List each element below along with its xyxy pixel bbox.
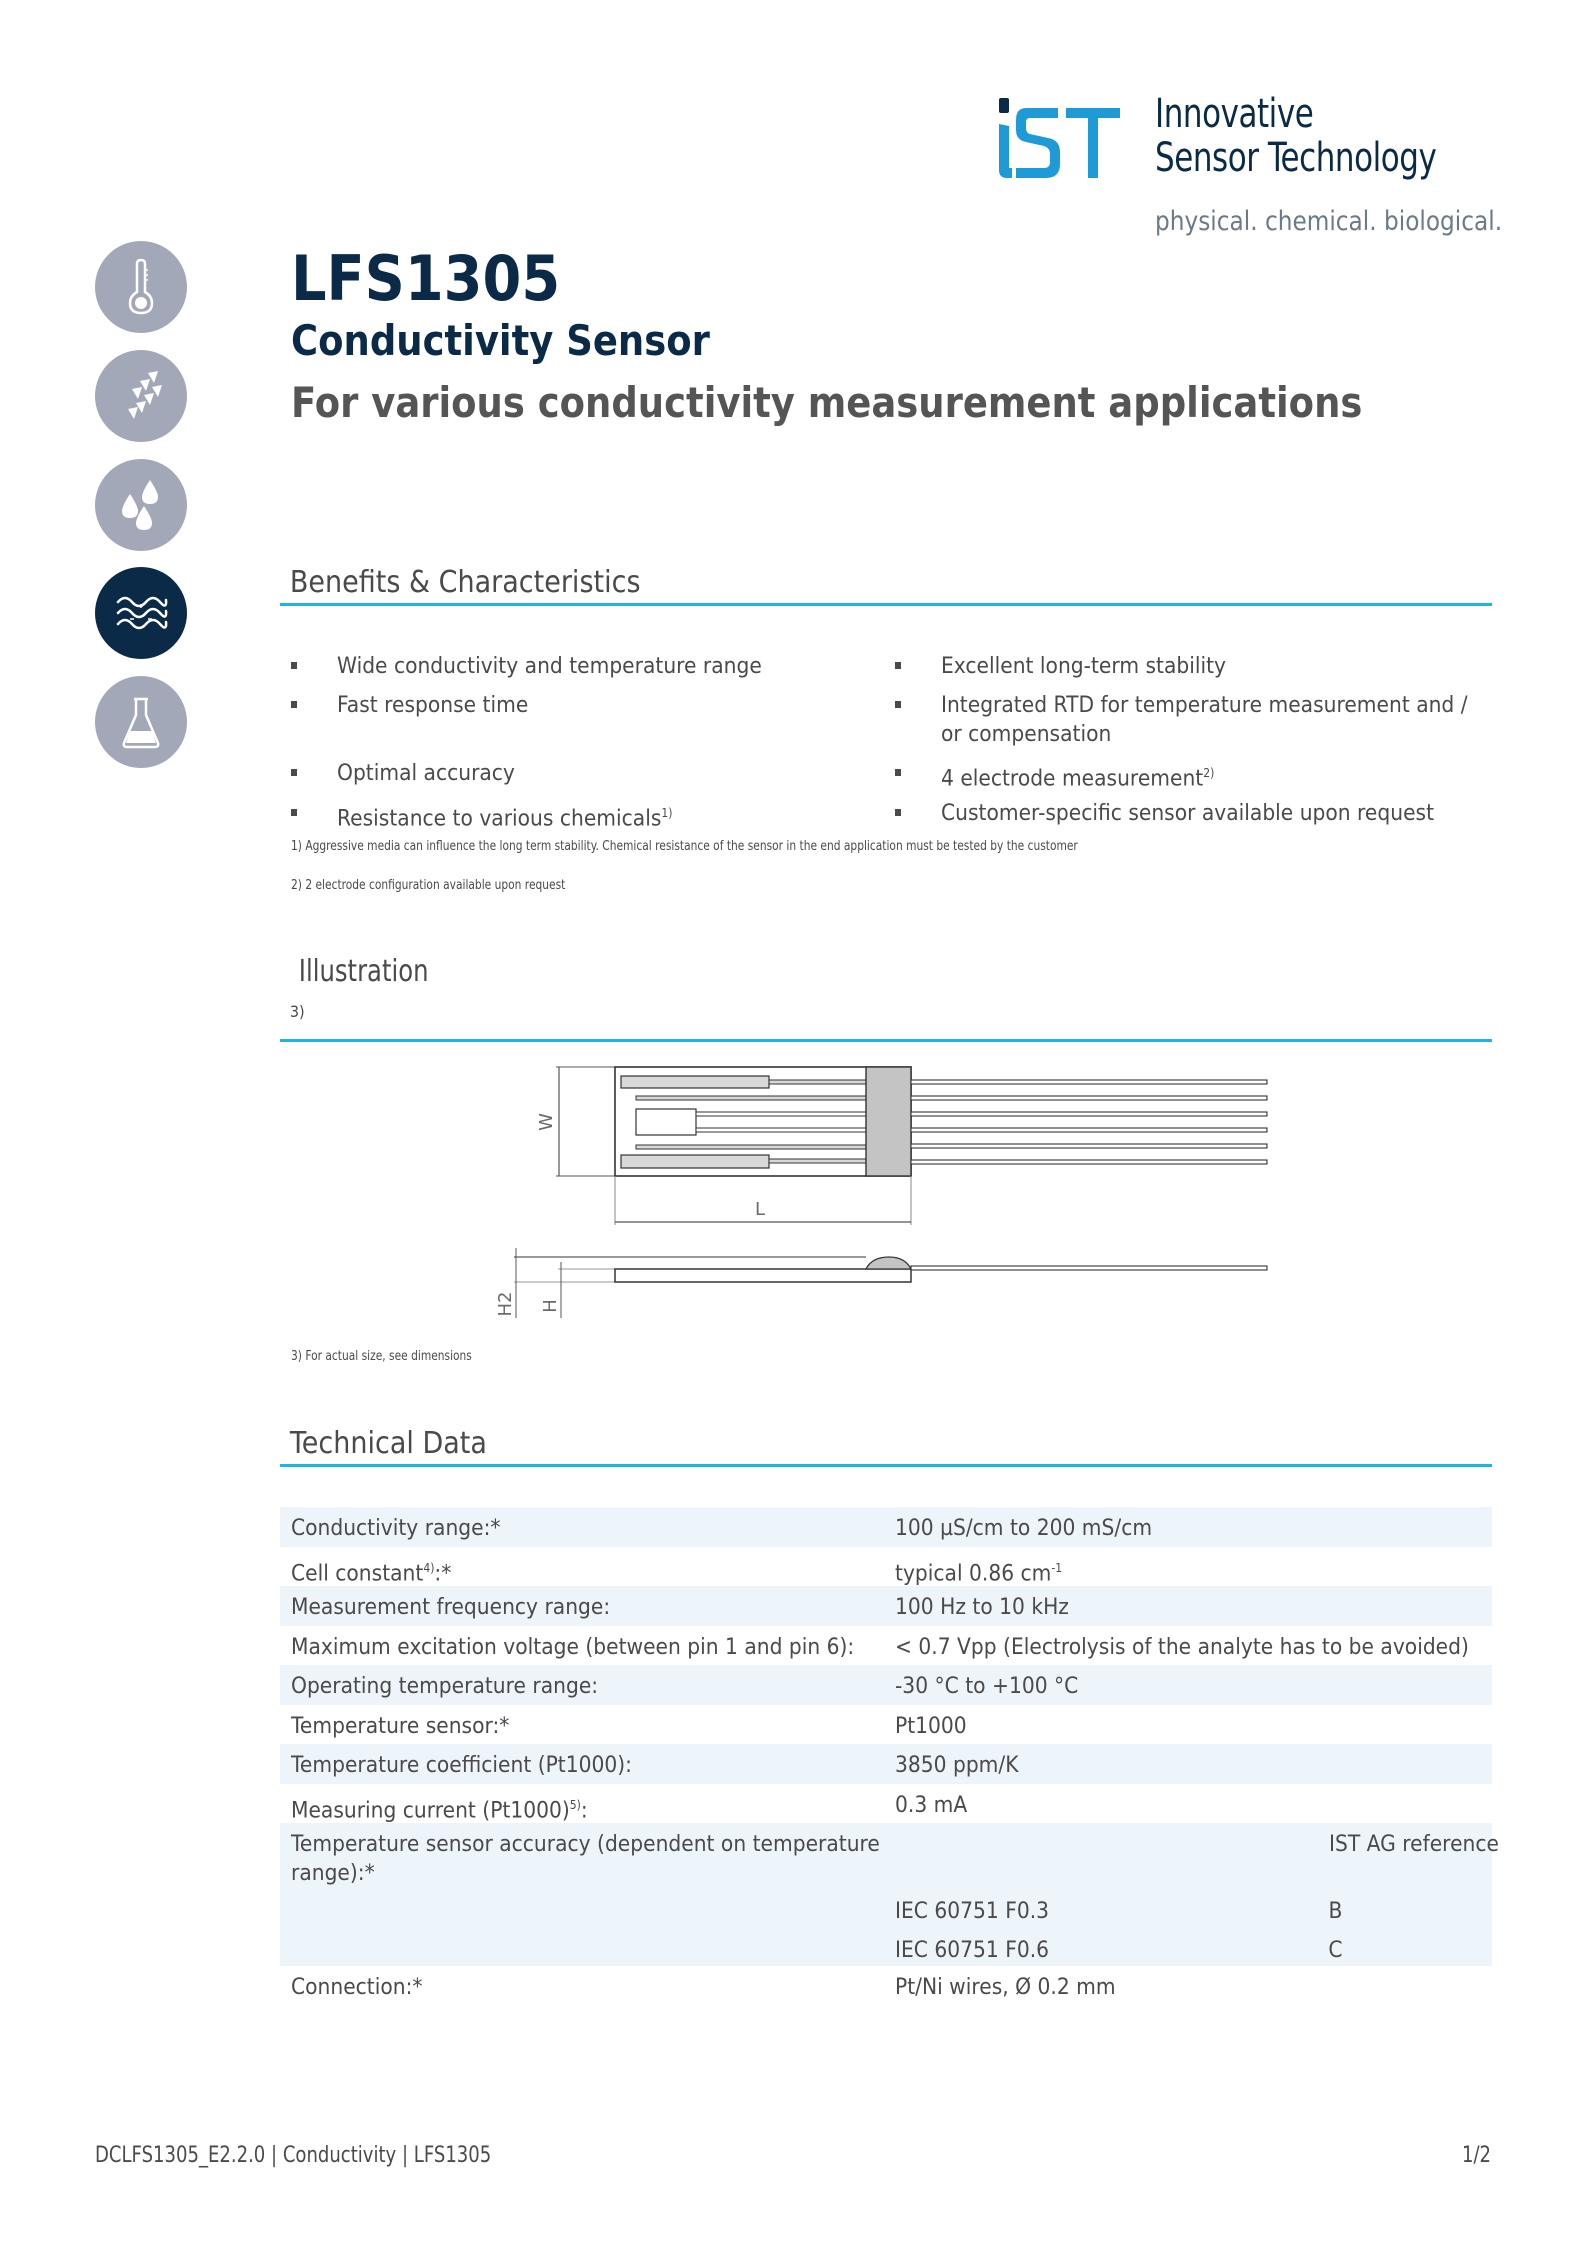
accuracy-ref-header: IST AG reference xyxy=(1329,1831,1499,1857)
table-row-accuracy: Temperature sensor accuracy (dependent on temperature range):* IST AG reference IEC 60751 F0.3 B IEC 60751 F0.6 C xyxy=(280,1823,1492,1966)
product-subtitle: Conductivity Sensor xyxy=(291,316,710,365)
rtd-element xyxy=(636,1109,696,1135)
table-row: Temperature coefficient (Pt1000): 3850 ppm/K xyxy=(280,1744,1492,1784)
footer-page-number: 1/2 xyxy=(1462,2143,1492,2168)
footnote-2: 2) 2 electrode configuration available upon request xyxy=(291,878,566,893)
table-row: Maximum excitation voltage (between pin 1 and pin 6): < 0.7 Vpp (Electrolysis of the analyte has to be avoided) xyxy=(291,1633,1469,1660)
logo-tagline: physical. chemical. biological. xyxy=(1155,206,1503,237)
illustration-footnote: 3) For actual size, see dimensions xyxy=(291,1349,472,1364)
footer-doc-info: DCLFS1305_E2.2.0 | Conductivity | LFS1305 xyxy=(95,2143,492,2168)
side-substrate xyxy=(615,1269,911,1282)
dim-label-w: W xyxy=(536,1113,557,1131)
electrode-pad xyxy=(621,1076,769,1088)
technical-data-heading xyxy=(280,1424,1492,1467)
technical-data-table xyxy=(280,1507,1499,2006)
table-row: Operating temperature range: -30 °C to +100 °C xyxy=(280,1665,1492,1705)
side-view xyxy=(495,1248,1267,1318)
electrode-strip xyxy=(636,1096,866,1100)
table-row: Conductivity range:* 100 µS/cm to 200 mS/cm xyxy=(280,1507,1492,1547)
table-row: Connection:* Pt/Ni wires, Ø 0.2 mm xyxy=(291,1974,1116,2000)
electrode-strip xyxy=(636,1145,866,1149)
logo-name-line1: Innovative xyxy=(1155,91,1314,137)
technical-data-heading-text: Technical Data xyxy=(289,1426,487,1461)
dim-label-h2: H2 xyxy=(495,1291,516,1317)
table-row: Cell constant$^{4)}$:* typical 0.86 $cm^{-1}$ xyxy=(291,1560,1063,1586)
top-view xyxy=(536,1067,1267,1225)
dim-label-h: H xyxy=(540,1299,561,1313)
side-clamp-dome xyxy=(866,1257,911,1269)
lead-wires xyxy=(911,1080,1267,1164)
logo-name-line2: Sensor Technology xyxy=(1155,135,1437,181)
wire-clamp xyxy=(866,1067,911,1176)
footnote-1: 1) Aggressive media can influence the long term stability. Chemical resistance of the sensor in the end application must be tested by the customer xyxy=(291,839,1078,854)
dim-label-l: L xyxy=(754,1199,766,1220)
illustration-heading-text: Illustration xyxy=(298,954,429,989)
benefits-heading-text: Benefits & Characteristics xyxy=(289,565,641,600)
electrode-pad xyxy=(621,1155,769,1168)
product-title: LFS1305 xyxy=(291,242,561,315)
product-tagline: For various conductivity measurement applications xyxy=(291,378,1363,427)
illustration-heading: Illustration $^{3)}$ xyxy=(280,952,1492,1042)
table-row: Temperature sensor:* Pt1000 xyxy=(291,1712,967,1739)
table-row: Measuring current $(Pt1000)^{5)}$: 0.3 mA xyxy=(291,1791,968,1823)
table-row: Measurement frequency range: 100 Hz to 10 kHz xyxy=(280,1586,1492,1626)
